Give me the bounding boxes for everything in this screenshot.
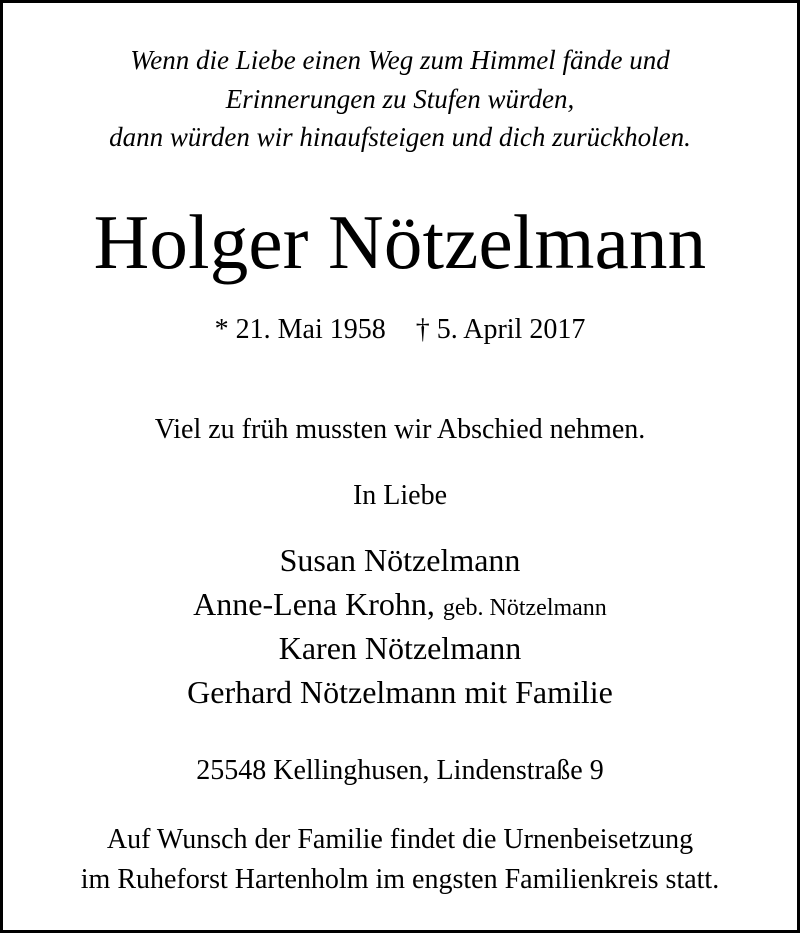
mourner-2 bbox=[3, 588, 797, 620]
mourner-1: Susan Nötzelmann bbox=[279, 542, 521, 578]
mourner-3: Karen Nötzelmann bbox=[278, 630, 522, 666]
mourner-4: Gerhard Nötzelmann mit Familie bbox=[187, 674, 613, 710]
poem-line-1: Wenn die Liebe einen Weg zum Himmel fände und bbox=[130, 45, 670, 75]
notice-line-1: Auf Wunsch der Familie findet die Urnenbeisetzung bbox=[106, 824, 694, 855]
notice-line-2: im Ruheforst Hartenholm im engsten Familienkreis statt. bbox=[80, 864, 720, 895]
poem-line-2: Erinnerungen zu Stufen würden, bbox=[225, 84, 575, 114]
mourner-2-name: Anne-Lena Krohn, bbox=[193, 586, 435, 622]
in-love-text: In Liebe bbox=[352, 480, 448, 511]
poem-line-3: dann würden wir hinaufsteigen und dich zurückholen. bbox=[109, 122, 691, 152]
death-date: † 5. April 2017 bbox=[415, 314, 586, 345]
life-dates bbox=[3, 316, 797, 344]
address-text: 25548 Kellinghusen, Lindenstraße 9 bbox=[196, 755, 604, 786]
mourner-2-maiden-name: geb. Nötzelmann bbox=[442, 595, 607, 621]
birth-date: * 21. Mai 1958 bbox=[214, 314, 386, 345]
farewell-text: Viel zu früh mussten wir Abschied nehmen. bbox=[154, 414, 646, 445]
deceased-name: Holger Nötzelmann bbox=[93, 199, 707, 285]
